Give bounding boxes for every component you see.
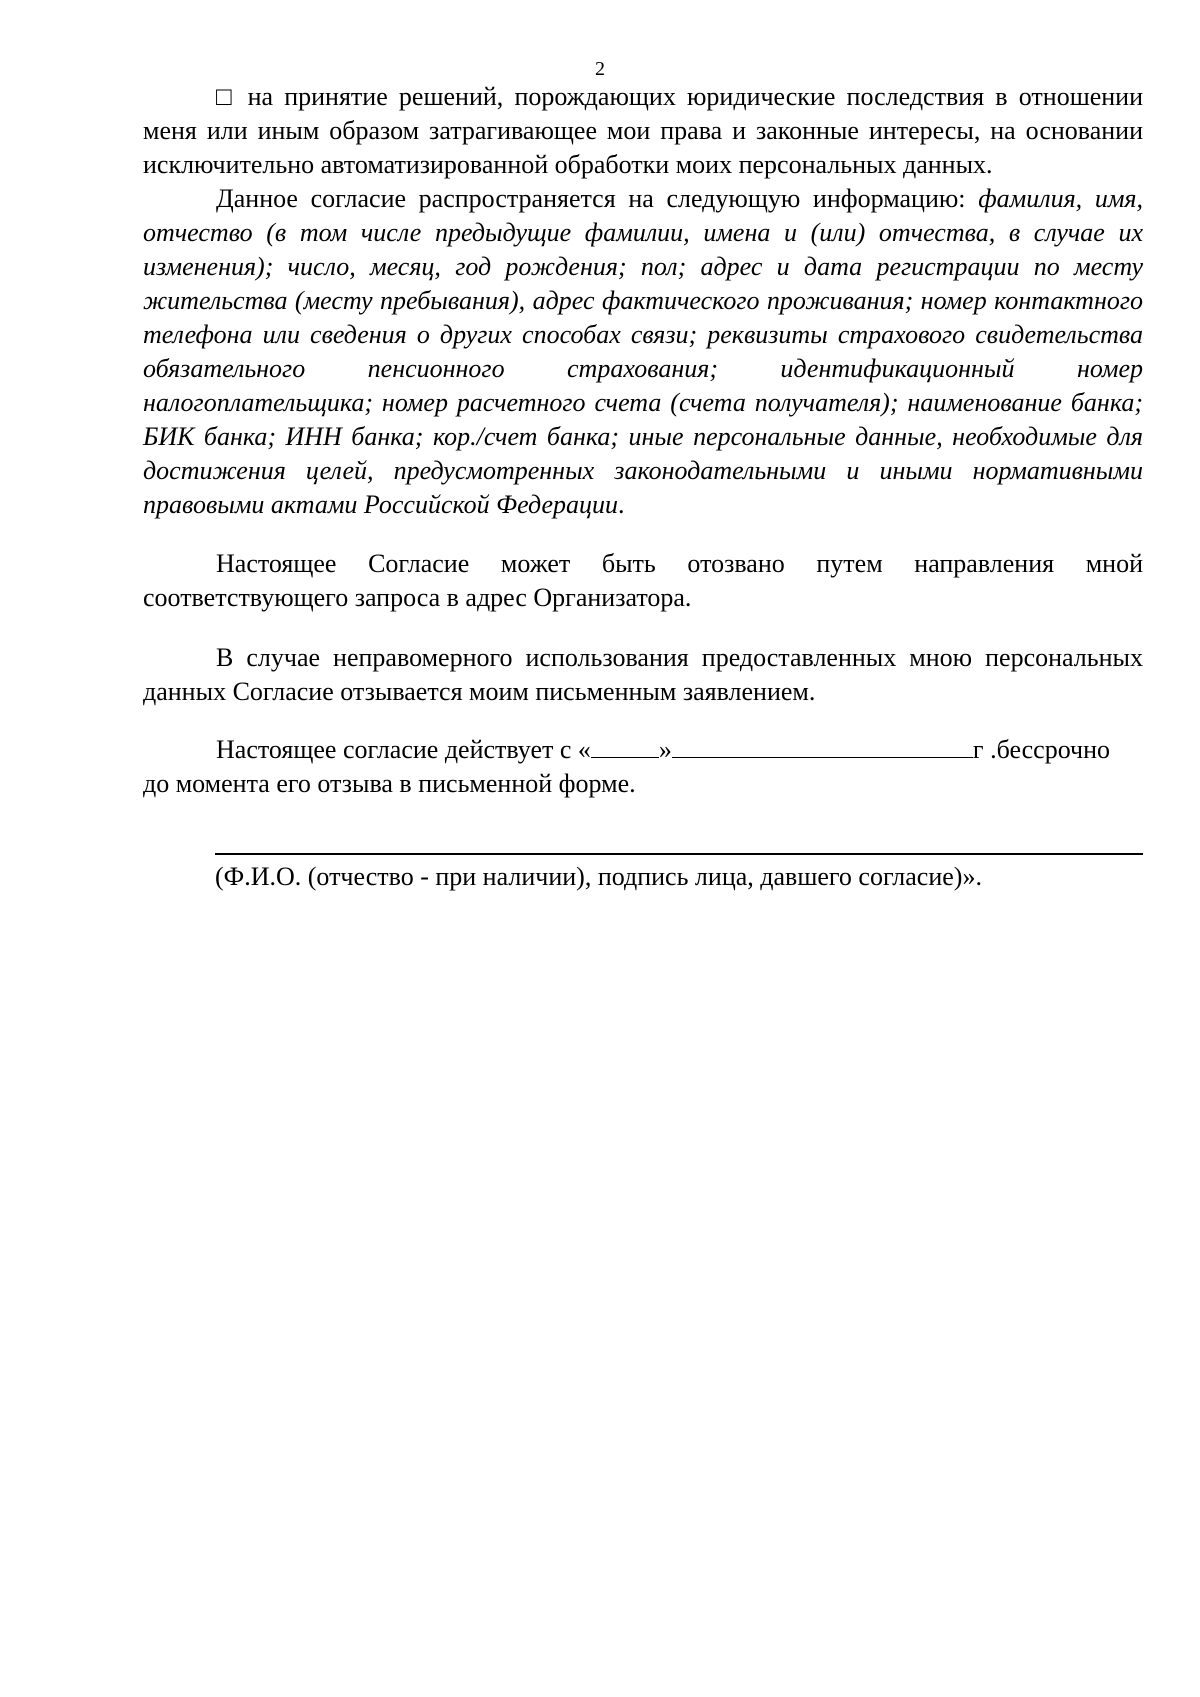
validity-suffix: г .бессрочно (972, 735, 1111, 764)
validity-line-2: до момента его отзыва в письменной форме. (143, 769, 636, 798)
page-number: 2 (595, 58, 605, 80)
data-scope-intro: Данное согласие распространяется на следующую информацию: (216, 184, 979, 213)
paragraph-automated-decisions: □ на принятие решений, порождающих юридические последствия в отношении меня или иным образом затрагивающее мои права и законные интересы, на основании исключительно автоматизированной обработки моих персональных данных. (143, 82, 1143, 179)
signature-line[interactable] (215, 853, 1143, 855)
paragraph-data-scope (143, 182, 1143, 522)
validity-prefix: Настоящее согласие действует с « (216, 735, 591, 764)
data-scope-list: фамилия, имя, отчество (в том числе предыдущие фамилии, имена и (или) отчества, в случае их изменения); число, месяц, год рождения; пол; адрес и дата регистрации по месту жительства (месту пребывания), адрес фактического проживания; номер контактного телефона или сведения о других способах связи; реквизиты страхового свидетельства обязательного пенсионного страхования; идентификационный номер налогоплательщика; номер расчетного счета (счета получателя); наименование банка; БИК банка; ИНН банка; кор./счет банка; иные персональные данные, необходимые для достижения целей, предусмотренных законодательными и иными нормативными правовыми актами Российской Федерации (143, 184, 1144, 519)
paragraph-misuse: В случае неправомерного использования предоставленных мною персональных данных Согласие отзывается моим письменным заявлением. (143, 643, 1143, 706)
data-scope-end: . (617, 490, 625, 519)
consent-body (143, 80, 1143, 522)
misuse-section (143, 641, 1143, 709)
day-blank-field[interactable] (591, 733, 659, 758)
signature-caption: (Ф.И.О. (отчество - при наличии), подпись лица, давшего согласие)». (215, 862, 982, 891)
validity-mid: » (658, 735, 672, 764)
paragraph-validity (143, 733, 1143, 767)
paragraph-revocation: Настоящее Согласие может быть отозвано путем направления мной соответствующего запроса в адрес Организатора. (143, 549, 1143, 612)
validity-section (143, 733, 1143, 801)
date-blank-field[interactable] (672, 733, 973, 758)
revocation-section (143, 547, 1143, 615)
